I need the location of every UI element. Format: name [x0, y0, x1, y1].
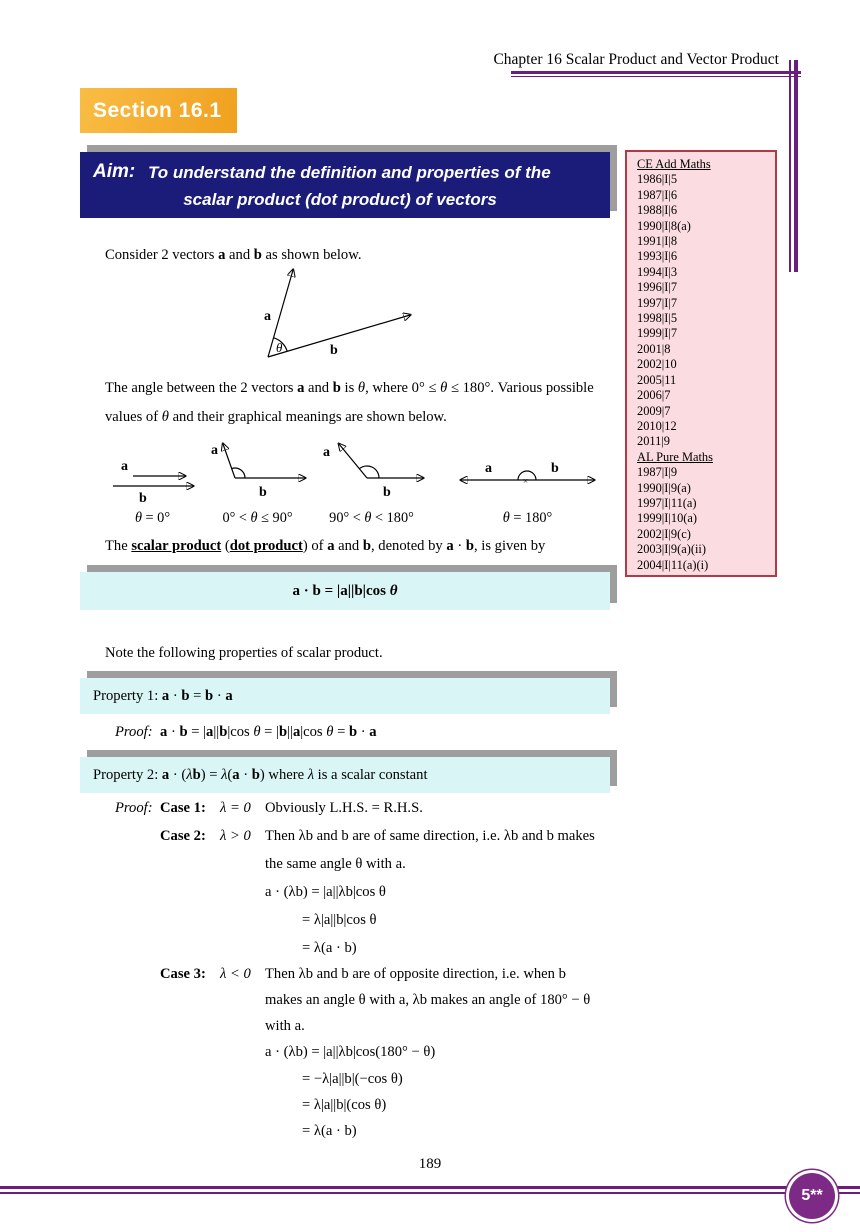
bottom-rule-thin — [0, 1192, 860, 1194]
vector-a-label: a — [121, 459, 128, 474]
vector-a-arrow — [339, 444, 367, 478]
past-paper-ref: 1997|I|7 — [637, 295, 678, 310]
case-caption: 90° < θ < 180° — [329, 510, 414, 526]
proof-math: a · (λb) = |a||λb|cos θ — [265, 884, 386, 900]
page-number: 189 — [418, 1156, 442, 1172]
proof-math: a · (λb) = |a||λb|cos(180° − θ) — [265, 1044, 436, 1060]
case-diagram-acute — [205, 438, 310, 502]
proof-text: the same angle θ with a. — [265, 856, 406, 872]
proof-text: Then λb and b are of same direction, i.e. λb and b makes — [265, 828, 595, 844]
past-paper-ref: 1999|I|7 — [637, 326, 678, 341]
vector-b-label: b — [139, 491, 147, 506]
proof-math: = −λ|a||b|(−cos θ) — [302, 1071, 403, 1087]
case-condition: λ > 0 — [220, 828, 251, 844]
property1-proof-row — [0, 724, 860, 752]
property1-box: Property 1: a · b = b · a — [80, 678, 610, 714]
aim-box — [80, 152, 610, 218]
property2-box: Property 2: a · (λb) = λ(a · b) where λ is a scalar constant — [80, 757, 610, 793]
past-paper-ref: 2011|9 — [637, 434, 670, 449]
case-condition: λ < 0 — [220, 966, 251, 982]
chapter-badge-text: 5** — [789, 1173, 835, 1219]
angle-paragraph-line2: values of θ and their graphical meanings are shown below. — [105, 409, 447, 425]
vector-b-arrow — [268, 315, 410, 357]
proof-row — [0, 1044, 860, 1072]
past-paper-ref: 2010|12 — [637, 418, 677, 433]
past-paper-ref: 1994|I|3 — [637, 264, 678, 279]
chapter-badge — [786, 1170, 838, 1222]
case-label: Case 1: — [160, 800, 206, 816]
past-paper-ref: 2002|I|9(c) — [637, 526, 691, 541]
past-paper-ref: 1993|I|6 — [637, 249, 678, 264]
past-paper-ref: 1987|I|6 — [637, 187, 678, 202]
vector-b-label: b — [551, 461, 559, 476]
vector-a-label: a — [211, 443, 218, 458]
sidebar-group-title: AL Pure Maths — [637, 449, 713, 464]
proof-row-case3 — [0, 966, 860, 994]
chapter-header-title: Chapter 16 Scalar Product and Vector Product — [493, 51, 779, 68]
case-diagram-obtuse — [315, 438, 428, 502]
proof-text: with a. — [265, 1018, 305, 1034]
angle-paragraph-line1: The angle between the 2 vectors a and b is θ, where 0° ≤ θ ≤ 180°. Various possible — [105, 380, 594, 396]
origin-cross-mark: × — [523, 476, 529, 486]
proof-row — [0, 992, 860, 1020]
past-paper-ref: 1996|I|7 — [637, 280, 678, 295]
past-paper-ref: 1990|I|9(a) — [637, 480, 691, 495]
side-rule-thin — [789, 60, 791, 272]
case-label: Case 2: — [160, 828, 206, 844]
aim-label: Aim: — [93, 161, 136, 182]
vector-b-label: b — [330, 343, 338, 358]
past-paper-ref: 2006|7 — [637, 388, 671, 403]
proof-math: = λ(a · b) — [302, 1123, 357, 1139]
proof-row — [0, 940, 860, 968]
vector-b-label: b — [383, 485, 391, 500]
proof-math: = λ(a · b) — [302, 940, 357, 956]
past-paper-ref: 2002|10 — [637, 357, 677, 372]
case-caption: θ = 0° — [134, 510, 171, 526]
proof-text: Then λb and b are of opposite direction, i.e. when b — [265, 966, 566, 982]
past-paper-ref: 1986|I|5 — [637, 172, 678, 187]
header-rule-thin — [511, 76, 801, 77]
bottom-rule-thick — [0, 1186, 860, 1189]
past-paper-ref: 1998|I|5 — [637, 311, 678, 326]
case-condition: λ = 0 — [220, 800, 251, 816]
past-paper-ref: 2001|8 — [637, 341, 671, 356]
aim-text-line2: scalar product (dot product) of vectors — [183, 190, 497, 209]
proof-row — [0, 856, 860, 884]
case-caption: 0° < θ ≤ 90° — [222, 510, 293, 526]
header-rule-thick — [511, 71, 801, 74]
past-paper-ref: 1987|I|9 — [637, 465, 678, 480]
proof-text: Obviously L.H.S. = R.H.S. — [265, 800, 423, 816]
intro-paragraph: Consider 2 vectors a and b as shown below. — [105, 247, 362, 263]
proof-row — [0, 1018, 860, 1046]
section-banner: Section 16.1 — [80, 88, 237, 133]
past-paper-ref: 1997|I|11(a) — [637, 495, 697, 510]
proof-row — [0, 1097, 860, 1125]
past-paper-ref: 1991|I|8 — [637, 234, 678, 249]
past-paper-ref: 2003|I|9(a)(ii) — [637, 542, 706, 557]
proof-math: = λ|a||b|(cos θ) — [302, 1097, 387, 1113]
vector-a-label: a — [323, 445, 330, 460]
case-diagram-theta-0 — [105, 448, 200, 506]
aim-text-line1: To understand the definition and properties of the — [148, 163, 551, 182]
past-paper-ref: 2009|7 — [637, 403, 671, 418]
proof-row — [0, 1071, 860, 1099]
side-rule-thick — [794, 60, 798, 272]
past-paper-sidebar — [625, 150, 777, 577]
case-caption: θ = 180° — [502, 510, 553, 526]
past-paper-ref: 2005|11 — [637, 372, 677, 387]
sidebar-group-title: CE Add Maths — [637, 157, 711, 171]
past-paper-ref: 2004|I|11(a)(i) — [637, 557, 709, 572]
vector-a-label: a — [485, 461, 492, 476]
proof-row — [0, 912, 860, 940]
vector-b-label: b — [259, 485, 267, 500]
scalar-product-sentence: The scalar product (dot product) of a and b, denoted by a · b, is given by — [105, 538, 546, 554]
past-paper-ref: 1999|I|10(a) — [637, 511, 698, 526]
dot-product-formula: a · b = |a||b|cos θ — [292, 583, 398, 599]
proof-text: makes an angle θ with a, λb makes an angle of 180° − θ — [265, 992, 591, 1008]
past-paper-ref: 1988|I|6 — [637, 203, 678, 218]
proof-math: a · b = |a||b|cos θ = |b||a|cos θ = b · a — [160, 724, 377, 740]
note-paragraph: Note the following properties of scalar product. — [105, 645, 383, 661]
case-label: Case 3: — [160, 966, 206, 982]
proof-row — [0, 884, 860, 912]
vector-diagram-main — [230, 262, 455, 370]
proof-math: = λ|a||b|cos θ — [302, 912, 377, 928]
vector-a-label: a — [264, 309, 271, 324]
theta-label: θ — [276, 340, 283, 355]
proof-label: Proof: — [115, 800, 153, 816]
proof-row — [0, 1123, 860, 1151]
case-diagram-theta-180 — [455, 448, 600, 498]
proof-row-case2 — [0, 828, 860, 856]
vector-a-arrow — [223, 444, 235, 478]
proof-label: Proof: — [115, 724, 153, 740]
past-paper-ref: 1990|I|8(a) — [637, 218, 691, 233]
proof-row-case1 — [0, 800, 860, 828]
dot-product-formula-box — [80, 572, 610, 610]
